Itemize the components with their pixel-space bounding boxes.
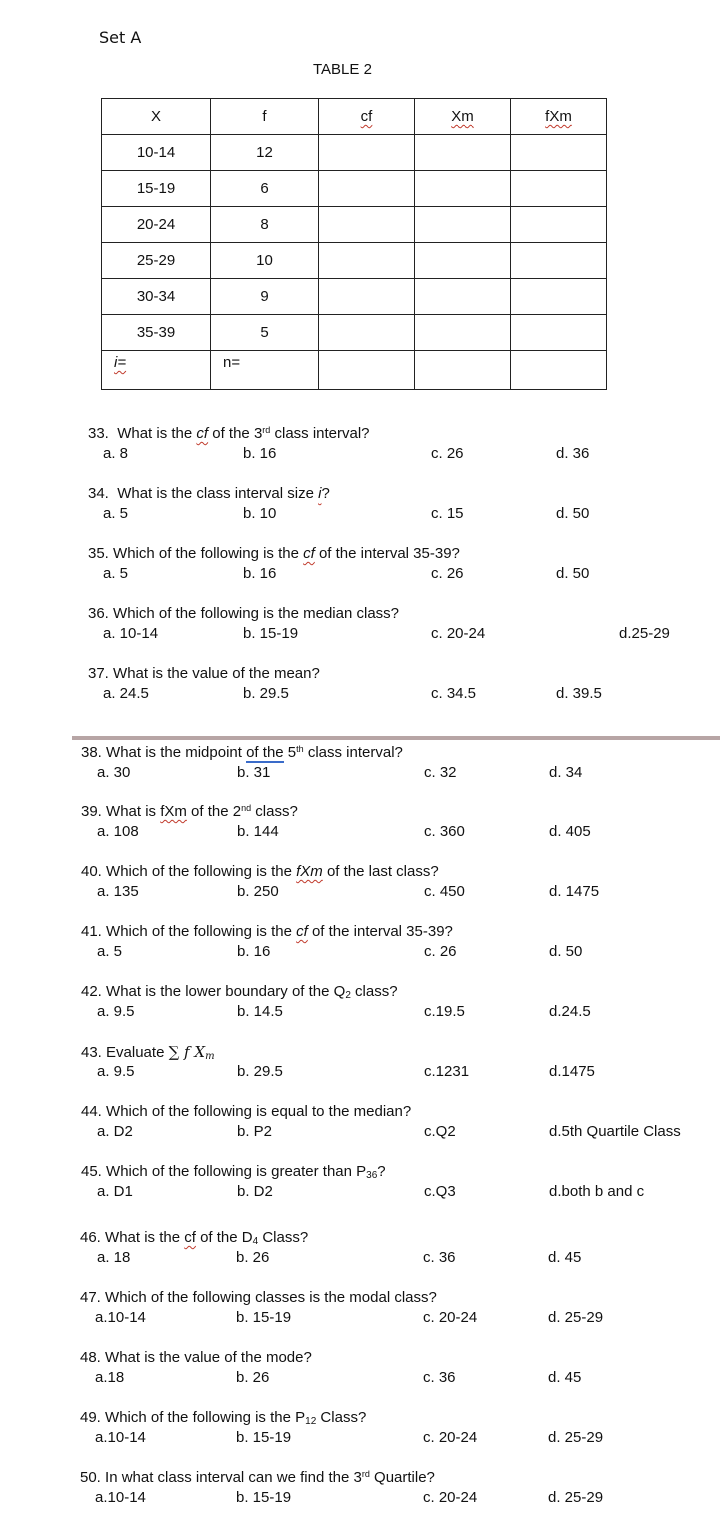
option-b: b. 15-19 — [236, 1309, 292, 1326]
question-45 — [0, 1163, 720, 1203]
question-39 — [0, 803, 720, 843]
option-d: d. 50 — [549, 943, 583, 960]
cell-xm — [415, 351, 511, 390]
option-d: d. 1475 — [549, 883, 600, 900]
cell-f: 10 — [211, 243, 319, 279]
question-stem: 44. Which of the following is equal to the median? — [81, 1103, 412, 1120]
option-a: a.10-14 — [95, 1309, 146, 1326]
header-f: f — [211, 99, 319, 135]
option-d: d. 34 — [549, 764, 583, 781]
cell-cf — [319, 171, 415, 207]
question-stem: 47. Which of the following classes is the modal class? — [80, 1289, 437, 1306]
cell-x: 15-19 — [102, 171, 211, 207]
question-40 — [0, 863, 720, 903]
option-b: b. 29.5 — [237, 1063, 283, 1080]
option-c: c. 32 — [424, 764, 457, 781]
table-row — [102, 279, 607, 315]
question-stem: 36. Which of the following is the median class? — [88, 605, 400, 622]
interval-size-cell: i= — [102, 351, 211, 390]
option-a: a. 108 — [97, 823, 139, 840]
option-a: a. 5 — [97, 943, 123, 960]
option-b: b. 16 — [237, 943, 271, 960]
option-d: d. 25-29 — [548, 1309, 604, 1326]
table-header-row — [102, 99, 607, 135]
option-d: d. 405 — [549, 823, 591, 840]
question-stem: 39. What is fXm of the 2nd class? — [81, 803, 298, 820]
option-b: b. 16 — [243, 565, 277, 582]
question-36 — [0, 605, 720, 645]
question-41 — [0, 923, 720, 963]
set-label: Set A — [99, 28, 142, 47]
option-c: c. 36 — [423, 1249, 456, 1266]
cell-xm — [415, 135, 511, 171]
option-c: c. 15 — [431, 505, 464, 522]
cell-cf — [319, 315, 415, 351]
option-a: a. D2 — [97, 1123, 133, 1140]
question-43 — [0, 1043, 720, 1083]
header-x: X — [102, 99, 211, 135]
question-35 — [0, 545, 720, 585]
question-44 — [0, 1103, 720, 1143]
cell-fxm — [511, 135, 607, 171]
cell-f: 8 — [211, 207, 319, 243]
question-46 — [0, 1229, 720, 1269]
option-c: c. 34.5 — [431, 685, 477, 702]
question-37 — [0, 665, 720, 705]
option-b: b. 144 — [237, 823, 279, 840]
question-50 — [0, 1469, 720, 1509]
question-stem: 46. What is the cf of the $D_4$ Class? — [80, 1229, 309, 1247]
option-d: d.24.5 — [549, 1003, 591, 1020]
table-title: TABLE 2 — [313, 61, 372, 78]
cell-x: 35-39 — [102, 315, 211, 351]
option-a: a. D1 — [97, 1183, 133, 1200]
option-d: d.both b and c — [549, 1183, 645, 1200]
cell-x: 25-29 — [102, 243, 211, 279]
option-a: a. 18 — [97, 1249, 131, 1266]
option-c: c.Q2 — [424, 1123, 456, 1140]
cell-x: 10-14 — [102, 135, 211, 171]
question-stem: 38. What is the midpoint of the 5th class interval? — [81, 744, 403, 761]
option-d: d. 36 — [556, 445, 590, 462]
cell-f: 9 — [211, 279, 319, 315]
table-row — [102, 207, 607, 243]
question-stem: 45. Which of the following is greater than $P_{36}$? — [81, 1163, 386, 1181]
question-42 — [0, 983, 720, 1023]
cell-f: 6 — [211, 171, 319, 207]
cell-fxm — [511, 315, 607, 351]
option-a: a. 5 — [103, 505, 129, 522]
cell-cf — [319, 243, 415, 279]
cell-cf — [319, 135, 415, 171]
option-c: c. 20-24 — [423, 1489, 478, 1506]
header-xm: Xm — [415, 99, 511, 135]
option-d: d. 45 — [548, 1369, 582, 1386]
table-row — [102, 135, 607, 171]
question-stem: 33. What is the cf of the 3rd class interval? — [88, 425, 370, 442]
option-c: c. 26 — [431, 445, 464, 462]
cell-fxm — [511, 207, 607, 243]
cell-x: 30-34 — [102, 279, 211, 315]
sum-formula: ∑ f $X_m$ — [168, 1043, 215, 1062]
option-a: a. 5 — [103, 565, 129, 582]
option-d: d. 39.5 — [556, 685, 602, 702]
question-stem: 43. Evaluate ∑ f $X_m$ — [81, 1043, 215, 1062]
option-c: c. 26 — [431, 565, 464, 582]
option-c: c. 20-24 — [423, 1429, 478, 1446]
cell-xm — [415, 171, 511, 207]
cell-x: 20-24 — [102, 207, 211, 243]
option-d: d. 50 — [556, 505, 590, 522]
question-stem: 40. Which of the following is the fXm of the last class? — [81, 863, 439, 880]
cell-cf — [319, 279, 415, 315]
header-cf: cf — [319, 99, 415, 135]
option-d: d. 50 — [556, 565, 590, 582]
option-c: c. 20-24 — [431, 625, 486, 642]
cell-xm — [415, 315, 511, 351]
question-34 — [0, 485, 720, 525]
cell-xm — [415, 207, 511, 243]
question-33 — [0, 425, 720, 465]
option-d: d. 45 — [548, 1249, 582, 1266]
cell-f: 12 — [211, 135, 319, 171]
option-c: c. 360 — [424, 823, 465, 840]
option-b: b. 10 — [243, 505, 277, 522]
table-footer-row — [102, 351, 607, 390]
option-c: c.19.5 — [424, 1003, 465, 1020]
question-49 — [0, 1409, 720, 1449]
option-a: a.10-14 — [95, 1489, 146, 1506]
option-b: b. 15-19 — [243, 625, 299, 642]
question-stem: 48. What is the value of the mode? — [80, 1349, 312, 1366]
cell-fxm — [511, 351, 607, 390]
cell-fxm — [511, 279, 607, 315]
option-d: d. 25-29 — [548, 1489, 604, 1506]
option-a: a.10-14 — [95, 1429, 146, 1446]
option-a: a. 30 — [97, 764, 131, 781]
option-a: a. 24.5 — [103, 685, 149, 702]
section-divider — [72, 736, 720, 740]
option-a: a.18 — [95, 1369, 125, 1386]
question-stem: 49. Which of the following is the $P_{12}$ Class? — [80, 1409, 367, 1427]
option-a: a. 10-14 — [103, 625, 159, 642]
question-stem: 41. Which of the following is the cf of the interval 35-39? — [81, 923, 453, 940]
option-a: a. 8 — [103, 445, 129, 462]
option-d: d.5th Quartile Class — [549, 1123, 681, 1140]
n-cell: n= — [211, 351, 319, 390]
option-b: b. 29.5 — [243, 685, 289, 702]
option-a: a. 9.5 — [97, 1003, 135, 1020]
option-a: a. 9.5 — [97, 1063, 135, 1080]
option-b: b. P2 — [237, 1123, 273, 1140]
option-c: c. 450 — [424, 883, 465, 900]
question-48 — [0, 1349, 720, 1389]
option-c: c. 26 — [424, 943, 457, 960]
option-b: b. 26 — [236, 1369, 270, 1386]
frequency-table — [101, 98, 607, 390]
table-row — [102, 171, 607, 207]
option-b: b. 15-19 — [236, 1489, 292, 1506]
cell-cf — [319, 351, 415, 390]
question-47 — [0, 1289, 720, 1329]
cell-xm — [415, 243, 511, 279]
cell-cf — [319, 207, 415, 243]
option-b: b. 15-19 — [236, 1429, 292, 1446]
cell-xm — [415, 279, 511, 315]
question-38 — [0, 744, 720, 784]
option-b: b. D2 — [237, 1183, 273, 1200]
option-c: c. 36 — [423, 1369, 456, 1386]
option-c: c.1231 — [424, 1063, 470, 1080]
question-stem: 50. In what class interval can we find the 3rd Quartile? — [80, 1469, 435, 1486]
cell-f: 5 — [211, 315, 319, 351]
table-row — [102, 315, 607, 351]
option-d: d.25-29 — [619, 625, 670, 642]
header-fxm: fXm — [511, 99, 607, 135]
question-stem: 34. What is the class interval size i? — [88, 485, 330, 502]
option-b: b. 31 — [237, 764, 271, 781]
table-row — [102, 243, 607, 279]
option-b: b. 14.5 — [237, 1003, 283, 1020]
question-stem: 42. What is the lower boundary of the $Q_2$ class? — [81, 983, 398, 1001]
option-b: b. 16 — [243, 445, 277, 462]
question-stem: 37. What is the value of the mean? — [88, 665, 320, 682]
option-c: c.Q3 — [424, 1183, 456, 1200]
cell-fxm — [511, 243, 607, 279]
question-stem: 35. Which of the following is the cf of the interval 35-39? — [88, 545, 460, 562]
option-a: a. 135 — [97, 883, 139, 900]
option-b: b. 26 — [236, 1249, 270, 1266]
option-d: d. 25-29 — [548, 1429, 604, 1446]
option-d: d.1475 — [549, 1063, 595, 1080]
option-b: b. 250 — [237, 883, 279, 900]
option-c: c. 20-24 — [423, 1309, 478, 1326]
cell-fxm — [511, 171, 607, 207]
